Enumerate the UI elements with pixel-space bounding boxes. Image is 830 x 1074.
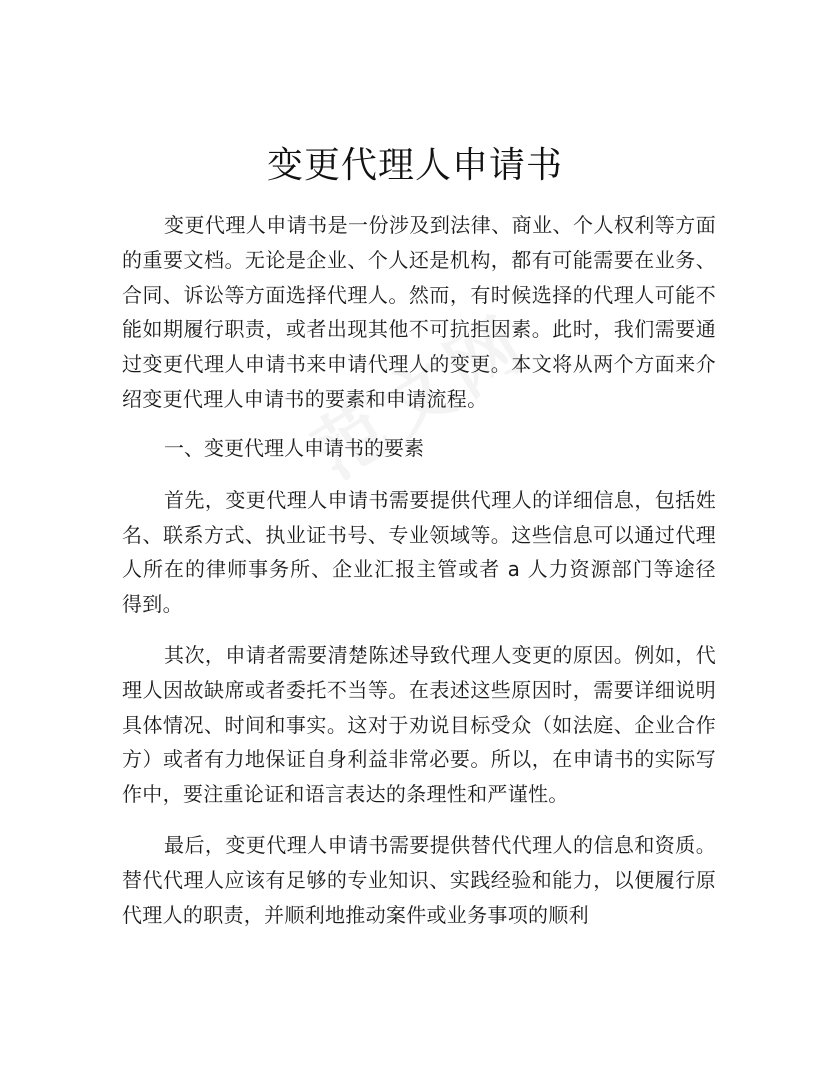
body-paragraph: 最后，变更代理人申请书需要提供替代代理人的信息和资质。替代代理人应该有足够的专业知识、实践经验和能力，以便履行原代理人的职责，并顺利地推动案件或业务事项的顺利 — [122, 832, 716, 927]
section-heading: 一、变更代理人申请书的要素 — [164, 435, 424, 460]
body-paragraph: 首先，变更代理人申请书需要提供代理人的详细信息，包括姓名、联系方式、执业证书号、专业领域等。这些信息可以通过代理人所在的律师事务所、企业汇报主管或者 a 人力资源部门等途径得到。 — [122, 487, 716, 617]
page-title: 变更代理人申请书 — [266, 145, 563, 186]
document-body — [122, 208, 716, 948]
body-paragraph: 其次，申请者需要清楚陈述导致代理人变更的原因。例如，代理人因故缺席或者委托不当等。在表述这些原因时，需要详细说明具体情况、时间和事实。这对于劝说目标受众（如法庭、企业合作方）或者有力地保证自身利益非常必要。所以，在申请书的实际写作中，要注重论证和语言表达的条理性和严谨性。 — [122, 642, 716, 807]
intro-paragraph: 变更代理人申请书是一份涉及到法律、商业、个人权利等方面的重要文档。无论是企业、个人还是机构，都有可能需要在业务、合同、诉讼等方面选择代理人。然而，有时候选择的代理人可能不能如期履行职责，或者出现其他不可抗拒因素。此时，我们需要通过变更代理人申请书来申请代理人的变更。本文将从两个方面来介绍变更代理人申请书的要素和申请流程。 — [122, 213, 716, 411]
